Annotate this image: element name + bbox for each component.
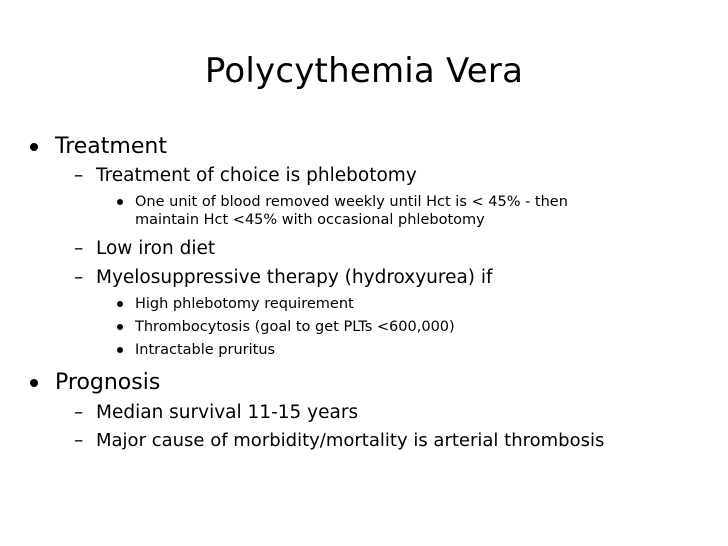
subbullet-treatment-choice: Treatment of choice is phlebotomy	[96, 165, 417, 186]
bullet-icon	[117, 301, 123, 307]
bullet-icon	[117, 324, 123, 330]
subbullet-myelosuppressive-therapy: Myelosuppressive therapy (hydroxyurea) if	[96, 267, 493, 288]
subbullet-major-cause: Major cause of morbidity/mortality is arterial thrombosis	[96, 430, 605, 451]
myelo-item: Thrombocytosis (goal to get PLTs <600,000)	[135, 319, 455, 335]
bullet-icon	[117, 347, 123, 353]
dash-icon: –	[74, 165, 84, 186]
myelo-item: Intractable pruritus	[135, 342, 276, 358]
bullet-icon	[117, 199, 123, 205]
bullet-icon	[30, 379, 38, 387]
dash-icon: –	[74, 402, 84, 423]
slide-title: Polycythemia Vera	[204, 51, 524, 91]
detail-line-1: One unit of blood removed weekly until Hct is < 45% - then	[135, 194, 568, 210]
dash-icon: –	[74, 430, 84, 451]
bullet-prognosis: Prognosis	[55, 370, 161, 395]
subbullet-median-survival: Median survival 11-15 years	[96, 402, 359, 423]
dash-icon: –	[74, 238, 84, 259]
bullet-icon	[30, 143, 38, 151]
myelo-item: High phlebotomy requirement	[135, 296, 354, 312]
bullet-treatment: Treatment	[55, 134, 167, 159]
dash-icon: –	[74, 267, 84, 288]
detail-line-2: maintain Hct <45% with occasional phlebotomy	[135, 212, 485, 228]
subbullet-low-iron-diet: Low iron diet	[96, 238, 216, 259]
